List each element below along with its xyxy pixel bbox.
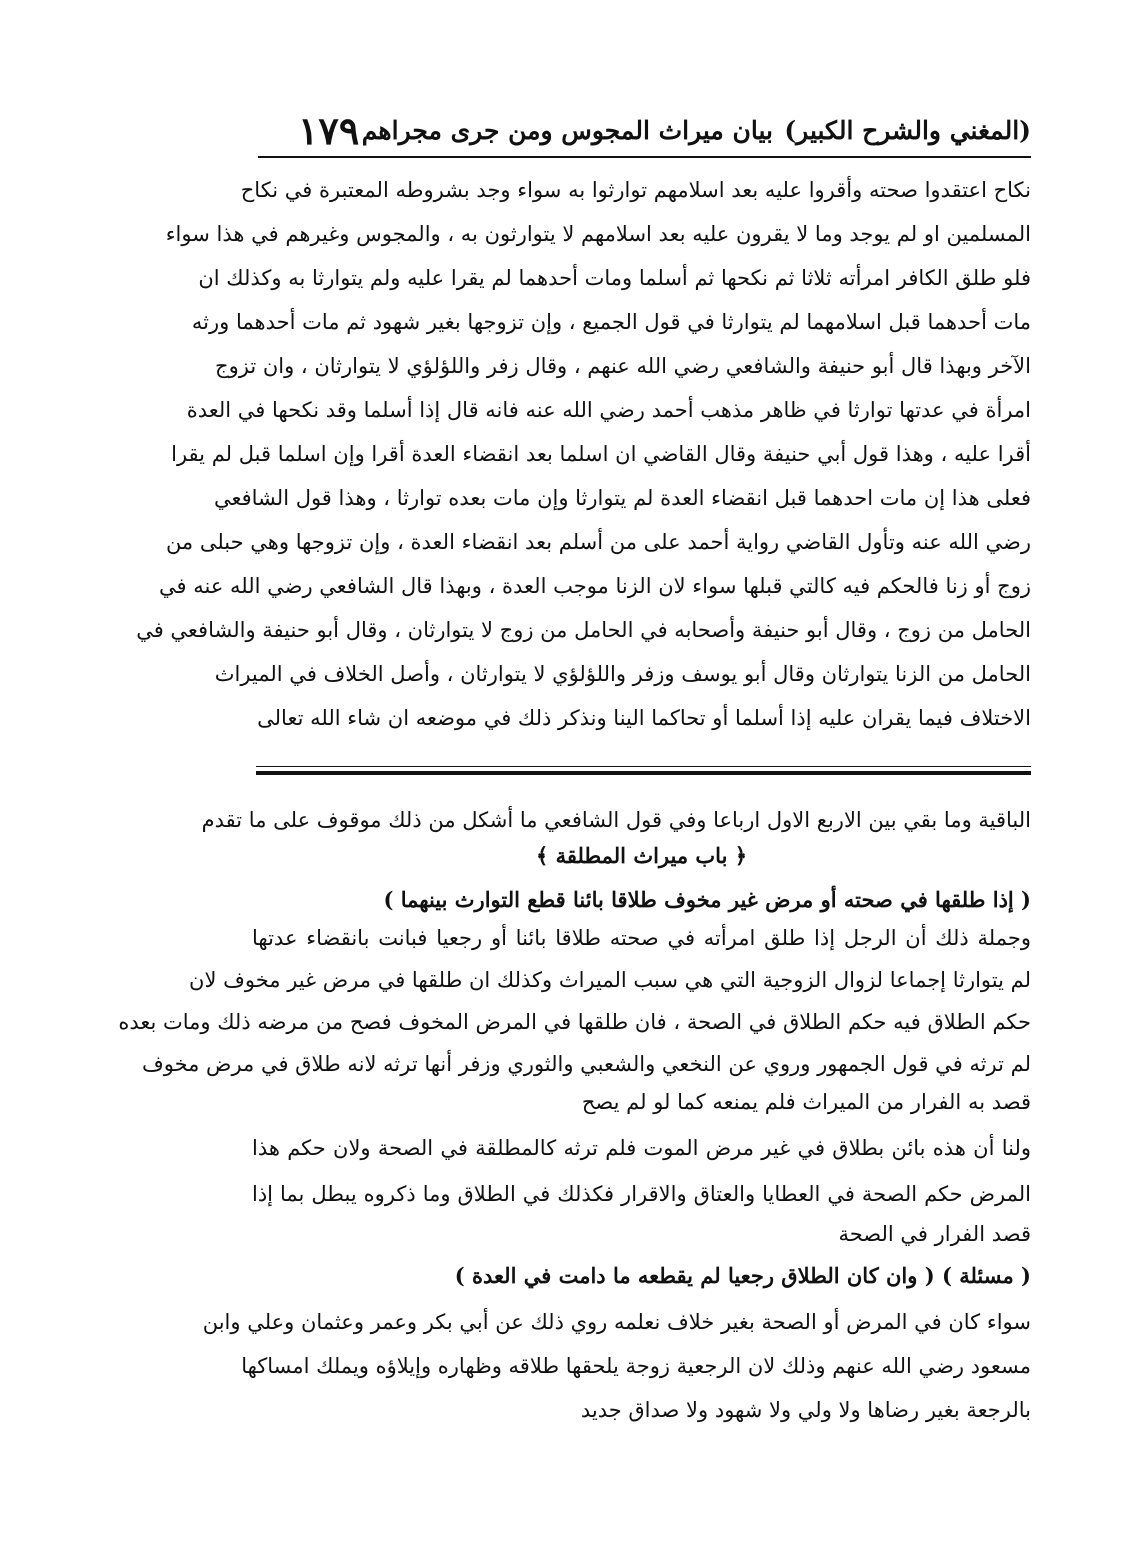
rule-statement: ( إذا طلقها في صحته أو مرض غير مخوف طلاقا بائنا قطع التوارث بينهما ) bbox=[383, 887, 1031, 912]
text-line: لم ترثه في قول الجمهور وروي عن النخعي والشعبي والثوري وزفر أنها ترثه لانه طلاق في مرض مخوف bbox=[141, 1052, 1031, 1076]
text-line: قصد به الفرار من الميراث فلم يمنعه كما لو لم يصح bbox=[581, 1090, 1031, 1114]
text-line: وجملة ذلك أن الرجل إذا طلق امرأته في صحته طلاقا بائنا أو رجعيا فبانت بانقضاء عدتها bbox=[252, 926, 1031, 950]
page-header bbox=[258, 108, 1031, 156]
section-divider-thin bbox=[256, 766, 1031, 767]
text-line: سواء كان في المرض أو الصحة بغير خلاف نعلمه روي ذلك عن أبي بكر وعمر وعثمان وعلي وابن bbox=[202, 1310, 1031, 1334]
text-line: حكم الطلاق فيه حكم الطلاق في الصحة ، فان طلقها في المرض المخوف فصح من مرضه ذلك ومات بعده bbox=[118, 1010, 1031, 1034]
chapter-heading: ﴿ باب ميراث المطلقة ﴾ bbox=[535, 843, 748, 868]
section-divider-thick bbox=[256, 771, 1031, 775]
text-line: الآخر وبهذا قال أبو حنيفة والشافعي رضي الله عنهم ، وقال زفر واللؤلؤي لا يتوارثان ، وان تزوج bbox=[215, 354, 1031, 378]
header-rule bbox=[258, 156, 1031, 158]
text-line: زوج أو زنا فالحكم فيه كالتي قبلها سواء لان الزنا موجب العدة ، وبهذا قال الشافعي رضي الله عنه في bbox=[159, 574, 1031, 598]
text-line: المسلمين او لم يوجد وما لا يقرون عليه بعد اسلامهم لا يتوارثون به ، والمجوس وغيرهم في هذا سواء bbox=[165, 222, 1031, 246]
text-line: مات أحدهما قبل اسلامهما لم يتوارثا في قول الجميع ، وإن تزوجها بغير شهود ثم مات أحدهما ورثه bbox=[191, 310, 1031, 334]
commentary-text bbox=[118, 800, 1031, 1430]
main-text bbox=[136, 170, 1031, 738]
text-line: ولنا أن هذه بائن بطلاق في غير مرض الموت فلم ترثه كالمطلقة في الصحة ولان حكم هذا bbox=[252, 1136, 1031, 1160]
text-line: قصد الفرار في الصحة bbox=[838, 1222, 1031, 1246]
text-line: فعلى هذا إن مات احدهما قبل انقضاء العدة لم يتوارثا وإن مات بعده توارثا ، وهذا قول الشافعي bbox=[213, 486, 1031, 510]
book-title: (المغني والشرح الكبير) bbox=[784, 116, 1031, 145]
text-line: الاختلاف فيما يقران عليه إذا أسلما أو تحاكما الينا ونذكر ذلك في موضعه ان شاء الله تعالى bbox=[257, 706, 1031, 730]
text-line: نكاح اعتقدوا صحته وأقروا عليه بعد اسلامهم توارثوا به سواء وجد بشروطه المعتبرة في نكاح bbox=[240, 178, 1031, 202]
text-line: بالرجعة بغير رضاها ولا ولي ولا شهود ولا صداق جديد bbox=[580, 1398, 1031, 1422]
page-number: ١٧٩ bbox=[298, 108, 360, 153]
text-line: المرض حكم الصحة في العطايا والعتاق والاقرار فكذلك في الطلاق وما ذكروه يبطل بما إذا bbox=[252, 1182, 1031, 1206]
text-line: أقرا عليه ، وهذا قول أبي حنيفة وقال القاضي ان اسلما بعد انقضاء العدة أقرا وإن اسلما قبل لم يقرا bbox=[171, 442, 1031, 466]
text-line: الحامل من زوج ، وقال أبو حنيفة وأصحابه في الحامل من زوج لا يتوارثان ، وقال أبو حنيفة والشافعي في bbox=[136, 618, 1031, 642]
text-line: لم يتوارثا إجماعا لزوال الزوجية التي هي سبب الميراث وكذلك ان طلقها في مرض غير مخوف لان bbox=[189, 968, 1031, 992]
text-line: فلو طلق الكافر امرأته ثلاثا ثم نكحها ثم أسلما ومات أحدهما لم يقرا عليه ولم يتوارثا به وكذلك ان bbox=[198, 266, 1031, 290]
text-line: مسعود رضي الله عنهم وذلك لان الرجعية زوجة يلحقها طلاقه وظهاره وإيلاؤه ويملك امساكها bbox=[241, 1354, 1031, 1378]
text-line: الحامل من الزنا يتوارثان وقال أبو يوسف وزفر واللؤلؤي لا يتوارثان ، وأصل الخلاف في الميراث bbox=[214, 662, 1031, 686]
issue-heading: ( مسئلة ) ( وان كان الطلاق رجعيا لم يقطعه ما دامت في العدة ) bbox=[454, 1263, 1031, 1288]
chapter-title: بيان ميراث المجوس ومن جرى مجراهم bbox=[361, 116, 773, 145]
text-line: الباقية وما بقي بين الاربع الاول ارباعا وفي قول الشافعي ما أشكل من ذلك موقوف على ما تقدم bbox=[201, 808, 1031, 832]
text-line: رضي الله عنه وتأول القاضي رواية أحمد على من أسلم بعد انقضاء العدة ، وإن تزوجها وهي حبلى من bbox=[165, 530, 1031, 554]
text-line: امرأة في عدتها توارثا في ظاهر مذهب أحمد رضي الله عنه فانه قال إذا أسلما وقد نكحها في العدة bbox=[186, 398, 1031, 422]
